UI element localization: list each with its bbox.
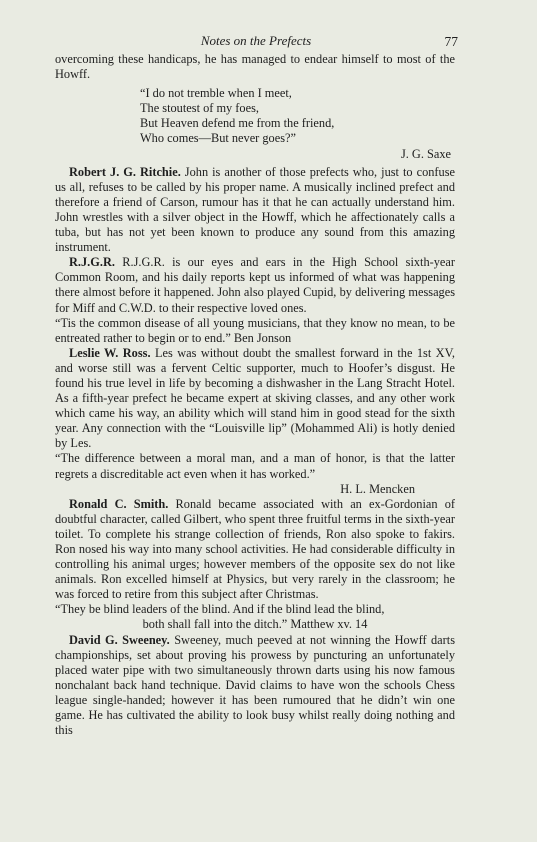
prefect-name: Ronald C. Smith. <box>69 496 169 511</box>
entry-text: Ronald became associated with an ex-Gordonian of doubtful character, called Gilbert, who spent three fruitful terms in the sixth-year toilet. To complete his strange collection of friends, Ron also spoke to fakirs. Ron nosed his way into many school activities. He had considerable difficulty in controlling his animal urges; however members of the opposite sex do not like animals. Ron excelled himself at Physics, but very rarely in the classroom; he was forced to retire from this subject after Christmas. <box>55 496 455 602</box>
entry-rjgr <box>55 255 455 315</box>
verse-line: But Heaven defend me from the friend, <box>140 116 335 131</box>
verse-line: Who comes—But never goes?” <box>140 131 296 146</box>
verse-quote <box>140 86 455 146</box>
page-body <box>55 52 455 738</box>
quote-matthew: “They be blind leaders of the blind. And if the blind lead the blind, <box>55 602 385 617</box>
entry-text: Les was without doubt the smallest forward in the 1st XV, and worse still was a fervent Celtic supporter, much to Hoofer’s disgust. He found his true level in life by becoming a dishwasher in the Lang Stracht Hotel. As a fifth-year prefect he became expert at skiving classes, and any other work which came his way, an ability which will stand him in good stead for the sixth year. Any connection with the “Louisville lip” (Mohammed Ali) is hotly denied by Les. <box>55 345 455 451</box>
verse-line: The stoutest of my foes, <box>140 101 259 116</box>
entry-ritchie <box>55 165 455 256</box>
prefect-name: David G. Sweeney. <box>69 632 170 647</box>
page-number: 77 <box>444 34 458 49</box>
entry-ross <box>55 346 455 452</box>
prefect-name: Robert J. G. Ritchie. <box>69 164 181 179</box>
page-header <box>54 31 458 51</box>
verse-attribution: J. G. Saxe <box>400 146 451 161</box>
quote-attribution: H. L. Mencken <box>340 481 415 496</box>
entry-text: R.J.G.R. is our eyes and ears in the High School sixth-year Common Room, and his daily reports kept us informed of what was happening there almost before it happened. John also played Cupid, by delivering messages for Miff and C.W.D. to their respective loved ones. <box>55 255 455 315</box>
prefect-name: R.J.G.R. <box>69 255 115 270</box>
running-title: Notes on the Prefects <box>200 33 312 48</box>
quote-jonson: “Tis the common disease of all young musicians, that they know no mean, to be entreated rather to begin or to end.” Ben Jonson <box>55 315 455 345</box>
entry-smith <box>55 497 455 603</box>
opening-paragraph: overcoming these handicaps, he has managed to endear himself to most of the Howff. <box>55 52 455 82</box>
quote-mencken: “The difference between a moral man, and a man of honor, is that the latter regrets a discreditable act even when it has worked.” <box>55 451 455 481</box>
verse-line: “I do not tremble when I meet, <box>140 86 292 101</box>
quote-matthew-line2: both shall fall into the ditch.” Matthew xv. 14 <box>142 617 368 632</box>
prefect-name: Leslie W. Ross. <box>69 345 151 360</box>
entry-text: John is another of those prefects who, just to confuse us all, refuses to be called by his proper name. A musically inclined prefect and therefore a friend of Carson, rumour has it that he can actually understand him. John wrestles with a silver object in the Howff, which he affectionately calls a tuba, but has not yet been known to produce any sound from this amazing instrument. <box>55 164 455 255</box>
entry-text: Sweeney, much peeved at not winning the Howff darts championships, set about proving his prowess by puncturing an unfortunately placed water pipe with two simultaneously thrown darts using his now famous nonchalant back hand technique. David claims to have won the schools Chess league single-handed; however it has been rumoured that he didn’t win one game. He has cultivated the ability to look busy whilst really doing nothing and this <box>55 632 456 738</box>
entry-sweeney <box>55 633 455 739</box>
